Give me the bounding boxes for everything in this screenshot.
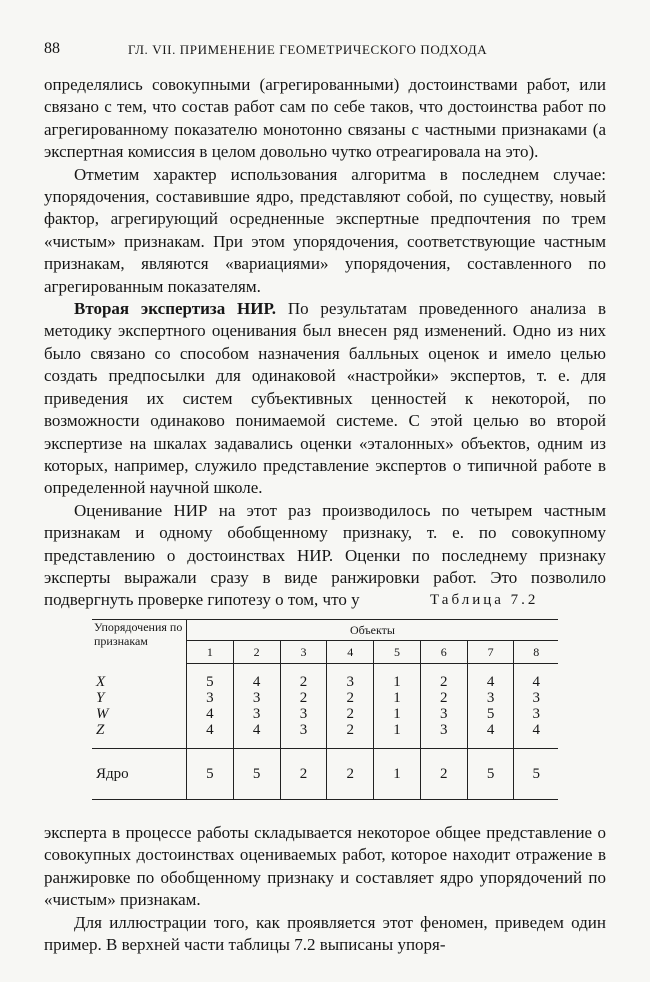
column-header: 6 [420, 641, 467, 664]
paragraph: Для иллюстрации того, как проявляется этот феномен, приведем один пример. В верхней части таблицы 7.2 выписаны упоря- [44, 912, 606, 955]
paragraph: Отметим характер использования алгоритма в последнем случае: упорядочения, составившие ядро, представляют собой, по существу, новый фактор, агрегирующий осредненные экспертные предпочтения по трем «чистым» признакам. При этом упорядочения, соответствующие частным признакам, являются «вариациями» упорядочения, составленного по агрегированным показателям. [44, 164, 606, 296]
column-header: 4 [327, 641, 374, 664]
table-cell: 2 [420, 749, 467, 800]
column-header: 2 [233, 641, 280, 664]
table-cell: 4 [467, 722, 514, 738]
running-title: ГЛ. VII. ПРИМЕНЕНИЕ ГЕОМЕТРИЧЕСКОГО ПОДХОДА [128, 42, 488, 57]
row-label-core: Ядро [92, 749, 187, 800]
table-cell: 2 [327, 749, 374, 800]
page-number: 88 [44, 40, 60, 57]
table-row-core [92, 749, 558, 800]
table-cell: 2 [327, 706, 374, 722]
table-cell: 3 [420, 722, 467, 738]
table-cell: 1 [374, 749, 421, 800]
table-cell: 3 [327, 674, 374, 690]
table-cell: 2 [280, 690, 327, 706]
table-row [92, 722, 558, 738]
table-cell: 3 [280, 722, 327, 738]
table-cell: 4 [467, 674, 514, 690]
paragraph: Оценивание НИР на этот раз производилось по четырем частным признакам и одному обобщенному признаку, т. е. по совокупному представлению о достоинствах НИР. Оценки по последнему признаку эксперты выражали сразу в виде ранжировки работ. Это позволило подвергнуть проверке гипотезу о том, что у [44, 500, 606, 610]
column-header: 3 [280, 641, 327, 664]
column-header: 5 [374, 641, 421, 664]
table-row-header: Упорядочения по признакам [92, 620, 187, 664]
body-text-bottom [44, 822, 606, 956]
row-label: W [92, 706, 187, 722]
table-cell: 2 [327, 690, 374, 706]
table-row [92, 690, 558, 706]
row-label: X [92, 674, 187, 690]
table-cell: 2 [420, 674, 467, 690]
table-cell: 1 [374, 690, 421, 706]
table-cell: 3 [233, 690, 280, 706]
table-row [92, 706, 558, 722]
table-cell: 1 [374, 722, 421, 738]
table-cell: 5 [233, 749, 280, 800]
section-heading: Вторая экспертиза НИР. [74, 299, 277, 319]
table-cell: 4 [187, 706, 234, 722]
column-header: 1 [187, 641, 234, 664]
table-cell: 3 [233, 706, 280, 722]
table-cell: 5 [187, 749, 234, 800]
table-cell: 1 [374, 674, 421, 690]
table-objects-header: Объекты [187, 620, 559, 641]
table-cell: 2 [420, 690, 467, 706]
row-label: Z [92, 722, 187, 738]
table-cell: 5 [187, 674, 234, 690]
table-cell: 3 [420, 706, 467, 722]
table-cell: 3 [280, 706, 327, 722]
data-table [92, 619, 558, 800]
table-cell: 4 [514, 722, 558, 738]
table-cell: 3 [514, 690, 558, 706]
table-cell: 5 [467, 706, 514, 722]
table-cell: 4 [233, 674, 280, 690]
paragraph-continuation: определялись совокупными (агрегированными) достоинствами работ, или связано с тем, что состав работ сам по себе таков, что достоинства работ по агрегированному показателю монотонно связаны с частными признаками (а экспертная комиссия в целом довольно чутко отреагировала на это). [44, 75, 606, 162]
table-cell: 2 [280, 749, 327, 800]
column-header: 7 [467, 641, 514, 664]
table-cell: 4 [187, 722, 234, 738]
table-cell: 3 [514, 706, 558, 722]
page-header [44, 40, 606, 62]
table-cell: 2 [280, 674, 327, 690]
table-cell: 4 [233, 722, 280, 738]
table-cell: 1 [374, 706, 421, 722]
table-caption: Таблица 7.2 [430, 592, 539, 608]
table-cell: 5 [514, 749, 558, 800]
column-header: 8 [514, 641, 558, 664]
table-cell: 3 [187, 690, 234, 706]
paragraph-text: По результатам проведенного анализа в методику экспертного оценивания был внесен ряд изменений. Одно из них было связано со способом назначения балльных оценок и имело целью создать предпосылки для одинаковой «настройки» экспертов, т. е. для приведения их систем субъективных ценностей к некоторой, по возможности одинаково понимаемой системе. С этой целью во второй экспертизе на шкалах задавались оценки «эталонных» объектов, одним из которых, например, служило представление экспертов о типичной работе в определенной научной школе. [44, 299, 606, 498]
table-cell: 4 [514, 674, 558, 690]
paragraph-continuation: эксперта в процессе работы складывается некоторое общее представление о совокупных достоинствах оцениваемых работ, которое находит отражение в ранжировке по обобщенному признаку и составляет ядро упорядочений по «чистым» признакам. [44, 823, 606, 910]
body-text-top [44, 74, 606, 612]
row-label: Y [92, 690, 187, 706]
table-cell: 3 [467, 690, 514, 706]
paragraph-second-expertise [44, 298, 606, 500]
table-cell: 5 [467, 749, 514, 800]
table-row [92, 674, 558, 690]
table-cell: 2 [327, 722, 374, 738]
